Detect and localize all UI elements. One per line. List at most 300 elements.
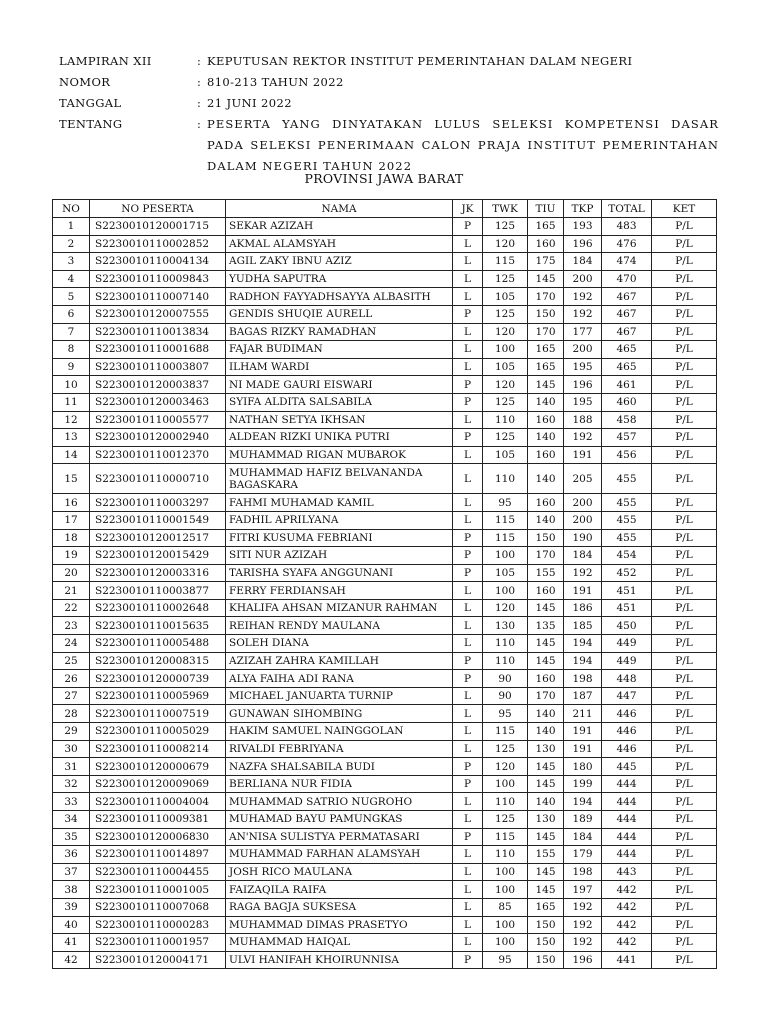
status: P/L [652,740,717,758]
row-number: 25 [53,652,90,670]
table-row [53,723,717,741]
gender: L [453,898,483,916]
tkp-score: 186 [564,599,602,617]
row-number: 33 [53,793,90,811]
tkp-score: 192 [564,898,602,916]
row-number: 37 [53,863,90,881]
status: P/L [652,811,717,829]
tiu-score: 145 [528,376,564,394]
participant-number: S2230010120007555 [90,305,226,323]
row-number: 39 [53,898,90,916]
participant-name: GUNAWAN SIHOMBING [226,705,453,723]
status: P/L [652,793,717,811]
gender: P [453,393,483,411]
column-header: TOTAL [602,200,652,218]
participant-number: S2230010110004134 [90,253,226,271]
tiu-score: 145 [528,758,564,776]
tkp-score: 200 [564,270,602,288]
table-row [53,582,717,600]
participant-number: S2230010110004004 [90,793,226,811]
tkp-score: 205 [564,464,602,494]
twk-score: 125 [483,270,528,288]
participant-name: GENDIS SHUQIE AURELL [226,305,453,323]
tiu-score: 160 [528,582,564,600]
status: P/L [652,411,717,429]
participant-number: S2230010110000710 [90,464,226,494]
gender: L [453,253,483,271]
twk-score: 125 [483,740,528,758]
tiu-score: 130 [528,740,564,758]
status: P/L [652,547,717,565]
status: P/L [652,723,717,741]
total-score: 451 [602,599,652,617]
participant-name: RIVALDI FEBRIYANA [226,740,453,758]
header-label: TANGGAL [59,96,122,110]
gender: P [453,529,483,547]
tiu-score: 145 [528,270,564,288]
participant-number: S2230010120006830 [90,828,226,846]
participant-number: S2230010120003837 [90,376,226,394]
participant-number: S2230010110002852 [90,235,226,253]
header-colon: : [197,96,202,110]
row-number: 40 [53,916,90,934]
total-score: 450 [602,617,652,635]
total-score: 449 [602,635,652,653]
participant-name: FERRY FERDIANSAH [226,582,453,600]
table-row [53,547,717,565]
status: P/L [652,511,717,529]
table-row [53,376,717,394]
tkp-score: 196 [564,235,602,253]
table-row [53,617,717,635]
results-table [52,199,717,969]
gender: P [453,218,483,236]
tkp-score: 200 [564,341,602,359]
table-row [53,599,717,617]
participant-name: MUHAMMAD SATRIO NUGROHO [226,793,453,811]
participant-number: S2230010110009381 [90,811,226,829]
total-score: 467 [602,323,652,341]
gender: P [453,305,483,323]
participant-name: BAGAS RIZKY RAMADHAN [226,323,453,341]
participant-number: S2230010110007140 [90,288,226,306]
total-score: 442 [602,898,652,916]
tiu-score: 140 [528,723,564,741]
participant-name: HAKIM SAMUEL NAINGGOLAN [226,723,453,741]
total-score: 443 [602,863,652,881]
status: P/L [652,305,717,323]
total-score: 455 [602,494,652,512]
status: P/L [652,376,717,394]
total-score: 465 [602,341,652,359]
participant-number: S2230010110007068 [90,898,226,916]
gender: L [453,881,483,899]
tiu-score: 150 [528,951,564,969]
status: P/L [652,881,717,899]
header-label: NOMOR [59,75,111,89]
total-score: 444 [602,846,652,864]
table-row [53,687,717,705]
column-header: NO PESERTA [90,200,226,218]
document-header [59,51,719,177]
twk-score: 115 [483,511,528,529]
table-row [53,270,717,288]
gender: L [453,811,483,829]
header-label: TENTANG [59,117,123,131]
gender: L [453,635,483,653]
tkp-score: 194 [564,652,602,670]
participant-number: S2230010120000679 [90,758,226,776]
tiu-score: 160 [528,446,564,464]
participant-number: S2230010110001688 [90,341,226,359]
row-number: 12 [53,411,90,429]
tkp-score: 192 [564,429,602,447]
participant-number: S2230010110001549 [90,511,226,529]
gender: L [453,934,483,952]
tiu-score: 155 [528,564,564,582]
twk-score: 125 [483,429,528,447]
tiu-score: 145 [528,599,564,617]
status: P/L [652,235,717,253]
tiu-score: 145 [528,775,564,793]
tkp-score: 184 [564,253,602,271]
participant-name: MUHAMMAD HAFIZ BELVANANDA BAGASKARA [226,464,453,494]
gender: L [453,705,483,723]
tiu-score: 145 [528,635,564,653]
table-row [53,811,717,829]
table-row [53,670,717,688]
participant-number: S2230010110008214 [90,740,226,758]
status: P/L [652,828,717,846]
tkp-score: 191 [564,723,602,741]
gender: L [453,916,483,934]
gender: L [453,235,483,253]
twk-score: 110 [483,793,528,811]
participant-name: FADHIL APRILYANA [226,511,453,529]
table-row [53,934,717,952]
row-number: 9 [53,358,90,376]
tkp-score: 198 [564,863,602,881]
participant-number: S2230010120003463 [90,393,226,411]
gender: L [453,582,483,600]
participant-number: S2230010120000739 [90,670,226,688]
tkp-score: 194 [564,793,602,811]
twk-score: 100 [483,881,528,899]
tiu-score: 135 [528,617,564,635]
tiu-score: 145 [528,863,564,881]
twk-score: 110 [483,635,528,653]
status: P/L [652,429,717,447]
participant-name: AN'NISA SULISTYA PERMATASARI [226,828,453,846]
tiu-score: 170 [528,687,564,705]
tkp-score: 199 [564,775,602,793]
total-score: 444 [602,775,652,793]
table-row [53,898,717,916]
row-number: 17 [53,511,90,529]
header-value: KEPUTUSAN REKTOR INSTITUT PEMERINTAHAN DALAM NEGERI [207,54,633,68]
status: P/L [652,652,717,670]
table-row [53,429,717,447]
tiu-score: 145 [528,828,564,846]
participant-name: MUHAMMAD FARHAN ALAMSYAH [226,846,453,864]
status: P/L [652,599,717,617]
header-label: LAMPIRAN XII [59,54,152,68]
gender: L [453,446,483,464]
participant-name: NI MADE GAURI EISWARI [226,376,453,394]
gender: P [453,775,483,793]
twk-score: 120 [483,376,528,394]
twk-score: 85 [483,898,528,916]
tiu-score: 140 [528,393,564,411]
tkp-score: 192 [564,916,602,934]
tiu-score: 140 [528,705,564,723]
gender: L [453,411,483,429]
row-number: 16 [53,494,90,512]
tkp-score: 193 [564,218,602,236]
participant-number: S2230010110009843 [90,270,226,288]
tkp-score: 196 [564,376,602,394]
tkp-score: 194 [564,635,602,653]
status: P/L [652,341,717,359]
participant-name: ALDEAN RIZKI UNIKA PUTRI [226,429,453,447]
tiu-score: 150 [528,305,564,323]
participant-name: FAJAR BUDIMAN [226,341,453,359]
status: P/L [652,687,717,705]
total-score: 467 [602,305,652,323]
total-score: 474 [602,253,652,271]
column-header: TIU [528,200,564,218]
twk-score: 100 [483,916,528,934]
header-row-lampiran [59,51,719,72]
participant-number: S2230010110005488 [90,635,226,653]
participant-number: S2230010110003877 [90,582,226,600]
twk-score: 110 [483,846,528,864]
tkp-score: 195 [564,393,602,411]
tkp-score: 187 [564,687,602,705]
gender: L [453,341,483,359]
total-score: 441 [602,951,652,969]
table-row [53,235,717,253]
total-score: 460 [602,393,652,411]
participant-name: MICHAEL JANUARTA TURNIP [226,687,453,705]
gender: P [453,429,483,447]
table-row [53,358,717,376]
total-score: 467 [602,288,652,306]
participant-name: RADHON FAYYADHSAYYA ALBASITH [226,288,453,306]
participant-name: MUHAMMAD HAIQAL [226,934,453,952]
table-row [53,288,717,306]
gender: L [453,323,483,341]
participant-number: S2230010110007519 [90,705,226,723]
header-colon: : [197,54,202,68]
twk-score: 115 [483,828,528,846]
gender: P [453,547,483,565]
tiu-score: 150 [528,934,564,952]
status: P/L [652,393,717,411]
twk-score: 120 [483,323,528,341]
table-row [53,464,717,494]
total-score: 470 [602,270,652,288]
twk-score: 100 [483,775,528,793]
twk-score: 100 [483,863,528,881]
participant-number: S2230010110015635 [90,617,226,635]
twk-score: 105 [483,288,528,306]
status: P/L [652,916,717,934]
participant-name: FAIZAQILA RAIFA [226,881,453,899]
participant-name: KHALIFA AHSAN MIZANUR RAHMAN [226,599,453,617]
participant-number: S2230010110001957 [90,934,226,952]
tiu-score: 165 [528,898,564,916]
twk-score: 90 [483,687,528,705]
table-row [53,494,717,512]
twk-score: 95 [483,705,528,723]
tiu-score: 140 [528,511,564,529]
tkp-score: 180 [564,758,602,776]
status: P/L [652,270,717,288]
participant-name: FITRI KUSUMA FEBRIANI [226,529,453,547]
header-value: 21 JUNI 2022 [207,96,292,110]
row-number: 19 [53,547,90,565]
tkp-score: 192 [564,305,602,323]
table-row [53,341,717,359]
participant-number: S2230010110001005 [90,881,226,899]
total-score: 455 [602,511,652,529]
row-number: 23 [53,617,90,635]
total-score: 461 [602,376,652,394]
status: P/L [652,582,717,600]
row-number: 18 [53,529,90,547]
tkp-score: 200 [564,511,602,529]
participant-name: MUHAMMAD DIMAS PRASETYO [226,916,453,934]
participant-name: REIHAN RENDY MAULANA [226,617,453,635]
participant-number: S2230010110002648 [90,599,226,617]
participant-name: SYIFA ALDITA SALSABILA [226,393,453,411]
column-header: TWK [483,200,528,218]
participant-number: S2230010120002940 [90,429,226,447]
participant-number: S2230010110000283 [90,916,226,934]
participant-number: S2230010120003316 [90,564,226,582]
row-number: 30 [53,740,90,758]
table-row [53,863,717,881]
participant-name: YUDHA SAPUTRA [226,270,453,288]
participant-name: ULVI HANIFAH KHOIRUNNISA [226,951,453,969]
twk-score: 100 [483,547,528,565]
participant-name: SEKAR AZIZAH [226,218,453,236]
participant-name: BERLIANA NUR FIDIA [226,775,453,793]
twk-score: 120 [483,599,528,617]
column-header: JK [453,200,483,218]
gender: P [453,376,483,394]
gender: P [453,670,483,688]
status: P/L [652,323,717,341]
tiu-score: 160 [528,235,564,253]
row-number: 41 [53,934,90,952]
tkp-score: 200 [564,494,602,512]
status: P/L [652,529,717,547]
twk-score: 95 [483,951,528,969]
total-score: 446 [602,705,652,723]
header-value: PESERTA YANG DINYATAKAN LULUS SELEKSI KOMPETENSI DASAR PADA SELEKSI PENERIMAAN CALON PRAJA INSTITUT PEMERINTAHAN DALAM NEGERI TAHUN 2022 [207,117,719,173]
participant-name: ILHAM WARDI [226,358,453,376]
tkp-score: 184 [564,547,602,565]
participant-number: S2230010110005969 [90,687,226,705]
column-header: NO [53,200,90,218]
gender: L [453,358,483,376]
total-score: 449 [602,652,652,670]
participant-number: S2230010110005577 [90,411,226,429]
table-row [53,393,717,411]
total-score: 444 [602,811,652,829]
row-number: 1 [53,218,90,236]
tiu-score: 145 [528,881,564,899]
header-colon: : [197,75,202,89]
gender: P [453,564,483,582]
row-number: 32 [53,775,90,793]
tiu-score: 140 [528,429,564,447]
row-number: 4 [53,270,90,288]
table-row [53,323,717,341]
tiu-score: 175 [528,253,564,271]
table-row [53,529,717,547]
status: P/L [652,564,717,582]
total-score: 452 [602,564,652,582]
row-number: 8 [53,341,90,359]
row-number: 35 [53,828,90,846]
tiu-score: 160 [528,411,564,429]
table-row [53,705,717,723]
gender: P [453,758,483,776]
gender: L [453,687,483,705]
table-row [53,775,717,793]
table-row [53,253,717,271]
total-score: 465 [602,358,652,376]
tkp-score: 192 [564,564,602,582]
participant-name: MUHAMMAD RIGAN MUBAROK [226,446,453,464]
participant-name: NAZFA SHALSABILA BUDI [226,758,453,776]
tkp-score: 179 [564,846,602,864]
twk-score: 125 [483,305,528,323]
twk-score: 115 [483,723,528,741]
tkp-score: 188 [564,411,602,429]
total-score: 476 [602,235,652,253]
tkp-score: 192 [564,934,602,952]
table-row [53,828,717,846]
tkp-score: 184 [564,828,602,846]
table-row [53,652,717,670]
table-row [53,446,717,464]
header-value: 810-213 TAHUN 2022 [207,75,344,89]
row-number: 10 [53,376,90,394]
tiu-score: 145 [528,652,564,670]
row-number: 13 [53,429,90,447]
status: P/L [652,863,717,881]
table-row [53,511,717,529]
status: P/L [652,775,717,793]
tiu-score: 130 [528,811,564,829]
gender: L [453,846,483,864]
total-score: 454 [602,547,652,565]
participant-name: RAGA BAGJA SUKSESA [226,898,453,916]
tkp-score: 185 [564,617,602,635]
row-number: 14 [53,446,90,464]
tiu-score: 155 [528,846,564,864]
table-row [53,305,717,323]
tkp-score: 190 [564,529,602,547]
participant-number: S2230010120008315 [90,652,226,670]
status: P/L [652,253,717,271]
participant-name: JOSH RICO MAULANA [226,863,453,881]
twk-score: 105 [483,564,528,582]
